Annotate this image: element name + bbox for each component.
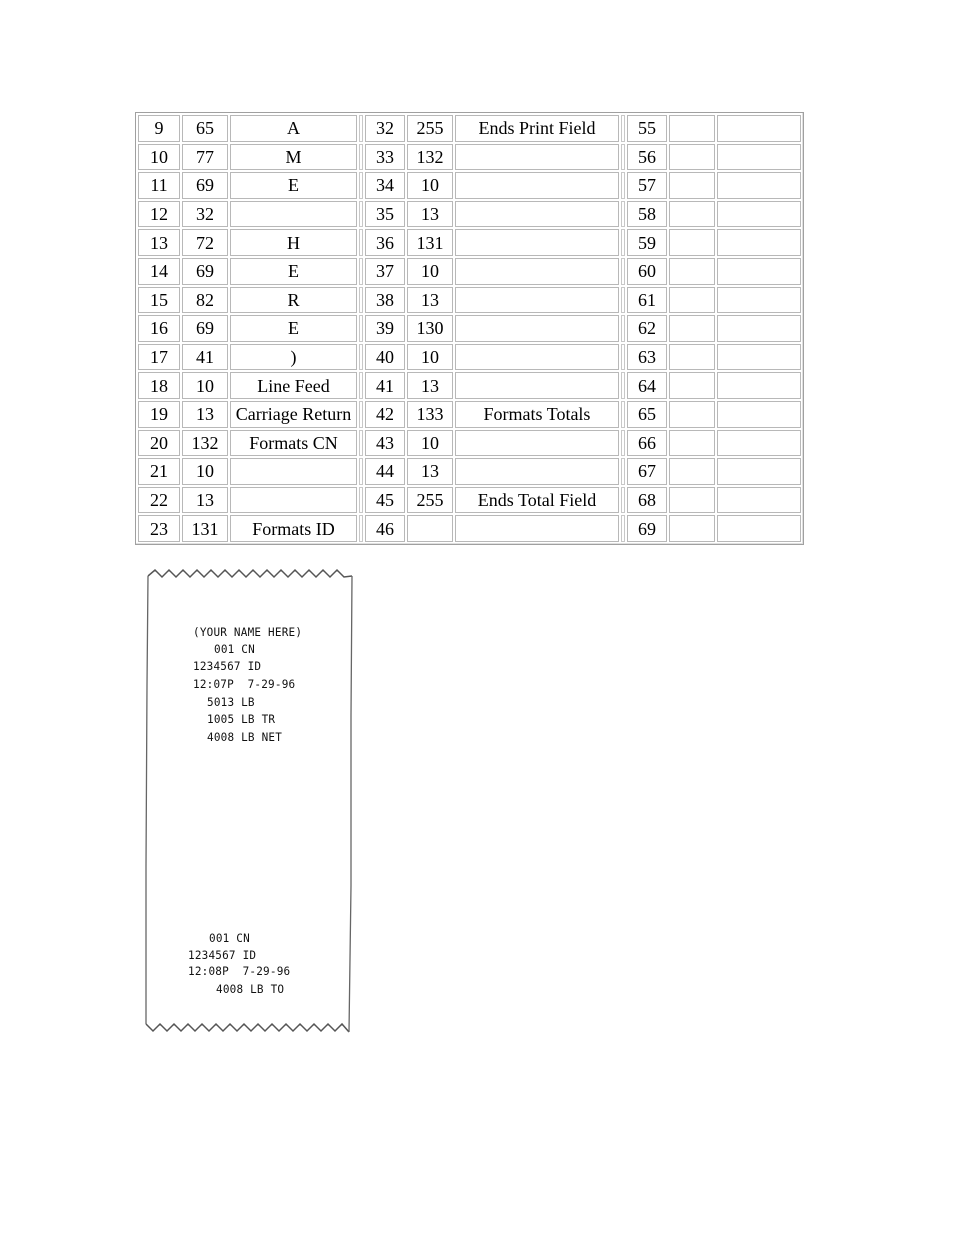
table-cell: 10 [407,430,453,457]
table-cell: A [230,115,357,142]
table-cell [717,115,801,142]
column-separator [359,315,363,342]
table-row [138,287,801,314]
column-separator [621,144,625,171]
table-cell [669,115,715,142]
table-cell: 21 [138,458,180,485]
table-cell [669,401,715,428]
column-separator [359,372,363,399]
table-cell: 131 [182,515,228,542]
table-cell: M [230,144,357,171]
table-cell [455,372,619,399]
column-separator [621,229,625,256]
table-cell [717,315,801,342]
table-cell: 77 [182,144,228,171]
table-cell: 69 [182,172,228,199]
table-cell: 42 [365,401,405,428]
table-cell: 131 [407,229,453,256]
table-cell [669,344,715,371]
table-cell: 34 [365,172,405,199]
table-cell: 35 [365,201,405,228]
table-cell: 41 [182,344,228,371]
table-cell [669,315,715,342]
table-cell: 10 [182,372,228,399]
table-cell: 20 [138,430,180,457]
table-cell: 40 [365,344,405,371]
receipt-right-edge [349,576,352,1032]
table-cell [455,430,619,457]
table-cell: 65 [182,115,228,142]
table-cell: 9 [138,115,180,142]
table-cell: 58 [627,201,667,228]
column-separator [359,258,363,285]
table-cell: 17 [138,344,180,371]
table-cell: 37 [365,258,405,285]
table-cell: H [230,229,357,256]
table-cell: 32 [182,201,228,228]
column-separator [359,287,363,314]
column-separator [359,401,363,428]
table-cell [455,515,619,542]
table-cell: Ends Print Field [455,115,619,142]
table-cell: 255 [407,487,453,514]
table-cell [455,258,619,285]
table-cell [455,315,619,342]
table-row [138,172,801,199]
table-cell: E [230,172,357,199]
table-cell: 69 [182,315,228,342]
table-cell: 41 [365,372,405,399]
table-body [138,115,801,542]
column-separator [621,401,625,428]
table-row [138,458,801,485]
table-cell [717,172,801,199]
table-row [138,315,801,342]
table-cell: 14 [138,258,180,285]
table-row [138,115,801,142]
table-cell: 22 [138,487,180,514]
column-separator [621,515,625,542]
table-cell: 13 [182,487,228,514]
column-separator [621,172,625,199]
table-cell: 13 [407,458,453,485]
table-cell [669,172,715,199]
table-row [138,201,801,228]
column-separator [621,258,625,285]
column-separator [621,430,625,457]
receipt-line: (YOUR NAME HERE) [193,625,303,640]
table-cell [717,144,801,171]
table-cell: 132 [182,430,228,457]
column-separator [359,144,363,171]
table-cell [669,229,715,256]
table-cell [455,458,619,485]
receipt-line: 001 CN [214,642,255,657]
table-cell: 64 [627,372,667,399]
column-separator [621,201,625,228]
table-cell [230,201,357,228]
table-cell [669,372,715,399]
table-row [138,372,801,399]
table-cell: 13 [407,372,453,399]
table-cell: 10 [182,458,228,485]
table-cell: 32 [365,115,405,142]
table-row [138,344,801,371]
ascii-code-table [135,112,804,545]
table-cell: 57 [627,172,667,199]
table-cell [455,201,619,228]
table-cell [407,515,453,542]
column-separator [621,344,625,371]
table-cell [717,229,801,256]
table-cell [717,515,801,542]
receipt-line: 5013 LB [207,695,255,710]
table-cell [455,229,619,256]
table-cell: E [230,315,357,342]
table-cell: 255 [407,115,453,142]
table-cell [717,430,801,457]
table-cell: 46 [365,515,405,542]
receipt-line: 001 CN [209,931,250,946]
table-row [138,487,801,514]
table-row [138,258,801,285]
table-cell: 18 [138,372,180,399]
column-separator [359,115,363,142]
table-cell [669,430,715,457]
table-cell: Formats Totals [455,401,619,428]
table-row [138,401,801,428]
table-cell: 67 [627,458,667,485]
table-cell [230,487,357,514]
table-cell: 63 [627,344,667,371]
receipt-line: 1234567 ID [193,659,262,674]
table-row [138,430,801,457]
table-cell: 16 [138,315,180,342]
receipt-bottom-tear [146,1024,349,1032]
table-cell: R [230,287,357,314]
table-cell [669,515,715,542]
receipt-line: 12:07P 7-29-96 [193,677,296,692]
table-cell [455,172,619,199]
table-cell: 10 [138,144,180,171]
table-cell [717,201,801,228]
column-separator [359,201,363,228]
table-cell [455,287,619,314]
table-cell: 132 [407,144,453,171]
table-cell: 38 [365,287,405,314]
receipt-left-edge [146,576,148,1024]
column-separator [359,458,363,485]
table-cell [717,372,801,399]
table-cell [717,258,801,285]
column-separator [359,344,363,371]
table-cell: 39 [365,315,405,342]
column-separator [621,458,625,485]
table-cell: 62 [627,315,667,342]
receipt-line: 1005 LB TR [207,712,276,727]
table-cell: 68 [627,487,667,514]
table-cell: 11 [138,172,180,199]
sample-receipt [142,566,356,1038]
table-cell: 10 [407,172,453,199]
table-cell: 45 [365,487,405,514]
table-cell: 69 [182,258,228,285]
receipt-top-tear [148,570,352,577]
table-cell [455,144,619,171]
table-cell [669,144,715,171]
table-cell: Line Feed [230,372,357,399]
table-row [138,229,801,256]
receipt-line: 4008 LB NET [207,730,283,745]
table-cell [669,201,715,228]
column-separator [621,287,625,314]
table-cell: 33 [365,144,405,171]
table-cell [455,344,619,371]
table-cell: 44 [365,458,405,485]
column-separator [621,487,625,514]
table-cell: 60 [627,258,667,285]
table-cell [717,401,801,428]
table-cell: 82 [182,287,228,314]
table-cell: 72 [182,229,228,256]
table-cell: 43 [365,430,405,457]
table-cell [717,458,801,485]
table-cell [669,287,715,314]
table-cell: 15 [138,287,180,314]
table-cell: 130 [407,315,453,342]
table-cell: 10 [407,258,453,285]
table-cell: 23 [138,515,180,542]
table-cell: ) [230,344,357,371]
table-cell [669,487,715,514]
table-cell [230,458,357,485]
table-cell: 55 [627,115,667,142]
table-cell: 61 [627,287,667,314]
table-cell: 133 [407,401,453,428]
table-cell: 56 [627,144,667,171]
table-cell [669,258,715,285]
table-cell: E [230,258,357,285]
column-separator [359,515,363,542]
table-cell: 65 [627,401,667,428]
column-separator [359,430,363,457]
table-cell: Formats ID [230,515,357,542]
column-separator [621,115,625,142]
table-cell: 19 [138,401,180,428]
table-row [138,144,801,171]
table-cell [717,287,801,314]
table-cell: 36 [365,229,405,256]
table-cell: Formats CN [230,430,357,457]
table-cell: 66 [627,430,667,457]
table-cell: 13 [138,229,180,256]
column-separator [359,229,363,256]
column-separator [621,315,625,342]
receipt-line: 12:08P 7-29-96 [188,964,291,979]
table-cell: 13 [182,401,228,428]
table-cell: 12 [138,201,180,228]
column-separator [621,372,625,399]
table-cell [669,458,715,485]
table-cell [717,344,801,371]
table-cell: 59 [627,229,667,256]
table-cell: 69 [627,515,667,542]
column-separator [359,487,363,514]
receipt-line: 1234567 ID [188,948,257,963]
table-cell: Carriage Return [230,401,357,428]
table-cell: Ends Total Field [455,487,619,514]
column-separator [359,172,363,199]
table-cell: 10 [407,344,453,371]
table-cell [717,487,801,514]
table-cell: 13 [407,287,453,314]
table-row [138,515,801,542]
receipt-line: 4008 LB TO [216,982,285,997]
table-cell: 13 [407,201,453,228]
